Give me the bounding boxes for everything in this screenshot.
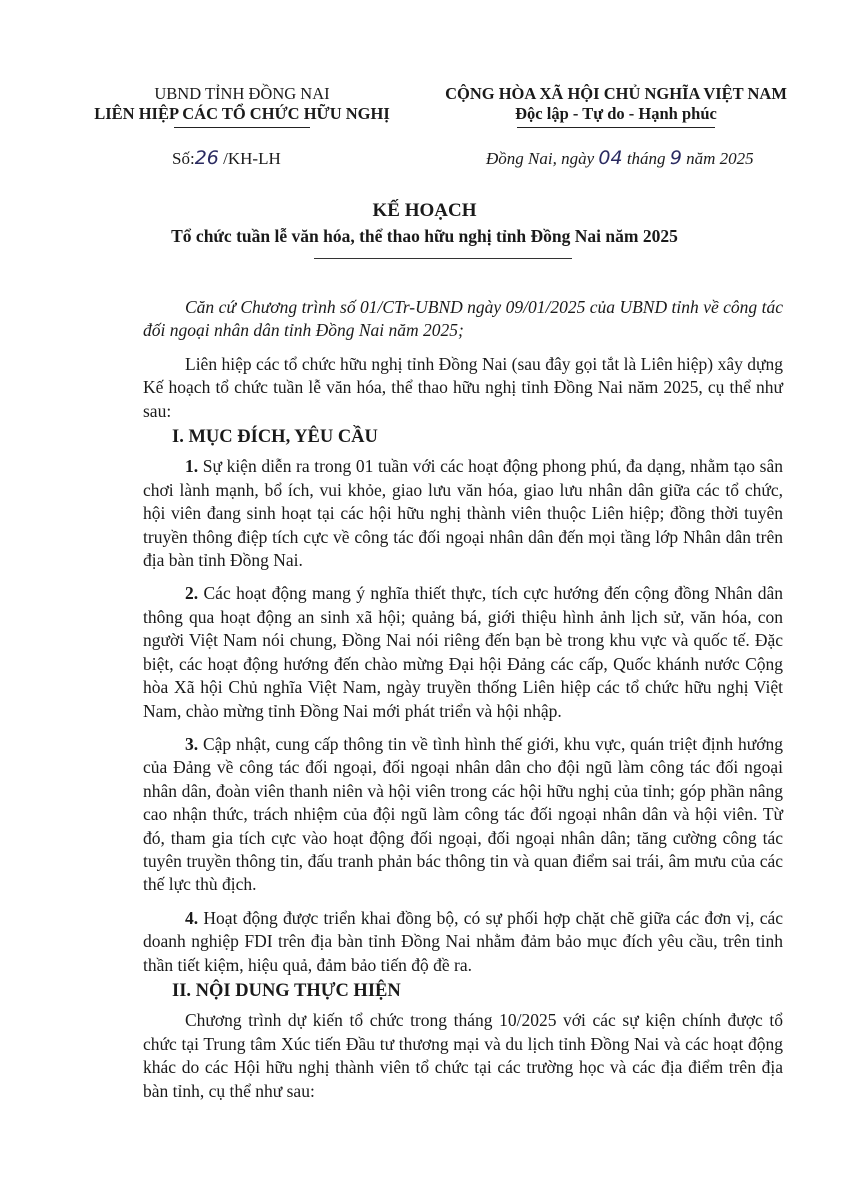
item-4 — [143, 907, 783, 977]
item-2-number: 2. — [185, 583, 199, 604]
item-2-text: Các hoạt động mang ý nghĩa thiết thực, tích cực hướng đến cộng đồng Nhân dân thông qua hoạt động an sinh xã hội; quảng bá, giới thiệu hình ảnh lịch sử, văn hóa, con người Việt Nam nói chung, Đồng Nai nói riêng đến bạn bè trong khu vực và quốc tế. Đặc biệt, các hoạt động hướng đến chào mừng Đại hội Đảng các cấp, Quốc khánh nước Cộng hòa Xã hội Chủ nghĩa Việt Nam, ngày truyền thống Liên hiệp các tổ chức hữu nghị Việt Nam, chào mừng tỉnh Đồng Nai mới phát triển và hội nhập. — [143, 583, 783, 721]
item-4-text: Hoạt động được triển khai đồng bộ, có sự phối hợp chặt chẽ giữa các đơn vị, các doanh nghiệp FDI trên địa bàn tỉnh Đồng Nai nhằm đảm bảo mục đích yêu cầu, trên tinh thần tiết kiệm, hiệu quả, đảm bảo tiến độ đề ra. — [143, 907, 783, 975]
date-prefix: Đồng Nai, ngày — [486, 149, 599, 168]
item-4-number: 4. — [185, 907, 199, 928]
national-title-block — [410, 84, 822, 128]
agency-name: LIÊN HIỆP CÁC TỔ CHỨC HỮU NGHỊ — [94, 104, 390, 123]
item-2 — [143, 582, 783, 722]
document-date — [486, 147, 754, 169]
document-title: KẾ HOẠCH — [372, 200, 477, 221]
date-suffix: năm 2025 — [681, 149, 754, 168]
doc-no-suffix: /KH-LH — [218, 149, 281, 168]
agency-underline — [174, 127, 310, 128]
date-month-handwritten: 9 — [669, 147, 682, 169]
item-1 — [143, 455, 783, 572]
document-number — [172, 147, 281, 169]
motto-underline — [517, 127, 715, 128]
doc-no-label: Số: — [172, 149, 195, 168]
item-3-text: Cập nhật, cung cấp thông tin về tình hình thế giới, khu vực, quán triệt định hướng của Đảng về công tác đối ngoại, đối ngoại nhân dân cho đội ngũ làm công tác đối ngoại nhân dân, đoàn viên thanh niên và hội viên trong các hội hữu nghị của tỉnh; góp phần nâng cao nhận thức, trách nhiệm của đội ngũ làm công tác đối ngoại nhân dân và hội viên. Từ đó, tham gia tích cực vào hoạt động đối ngoại, đối ngoại nhân dân; tăng cường công tác tuyên truyền thông tin, đấu tranh phản bác thông tin và quan điểm sai trái, âm mưu của các thế lực thù địch. — [143, 733, 783, 895]
date-day-handwritten: 04 — [598, 147, 623, 169]
national-motto: Độc lập - Tự do - Hạnh phúc — [515, 104, 717, 123]
parent-agency: UBND TỈNH ĐỒNG NAI — [154, 84, 330, 103]
document-subtitle: Tổ chức tuần lễ văn hóa, thể thao hữu nghị tỉnh Đồng Nai năm 2025 — [171, 226, 678, 246]
legal-basis: Căn cứ Chương trình số 01/CTr-UBND ngày 09/01/2025 của UBND tỉnh về công tác đối ngoại nhân dân tỉnh Đồng Nai năm 2025; — [143, 297, 783, 341]
item-1-number: 1. — [185, 456, 199, 477]
document-body — [143, 296, 783, 1103]
nation-name: CỘNG HÒA XÃ HỘI CHỦ NGHĨA VIỆT NAM — [445, 84, 787, 103]
issuing-agency-block — [62, 84, 422, 128]
title-underline — [314, 258, 572, 259]
intro-paragraph: Liên hiệp các tổ chức hữu nghị tỉnh Đồng Nai (sau đây gọi tắt là Liên hiệp) xây dựng Kế hoạch tổ chức tuần lễ văn hóa, thể thao hữu nghị tỉnh Đồng Nai năm 2025, cụ thể như sau: — [143, 353, 783, 421]
item-1-text: Sự kiện diễn ra trong 01 tuần với các hoạt động phong phú, đa dạng, nhằm tạo sân chơi lành mạnh, bổ ích, vui khỏe, giao lưu văn hóa, giao lưu nhân dân giữa các tổ chức, hội viên đang sinh hoạt tại các hội hữu nghị thành viên thuộc Liên hiệp; đồng thời tuyên truyền thông điệp tích cực về công tác đối ngoại nhân dân đến mọi tầng lớp Nhân dân trên địa bàn tỉnh Đồng Nai. — [143, 456, 783, 571]
doc-no-handwritten: 26 — [194, 147, 219, 169]
section-2-paragraph: Chương trình dự kiến tổ chức trong tháng 10/2025 với các sự kiện chính được tổ chức tại Trung tâm Xúc tiến Đầu tư thương mại và du lịch tỉnh Đồng Nai và các hoạt động khác do các Hội hữu nghị thành viên tổ chức tại các trường học và các địa điểm trên địa bàn tỉnh, cụ thể như sau: — [143, 1010, 783, 1101]
item-3 — [143, 733, 783, 897]
section-2-heading: II. NỘI DUNG THỰC HIỆN — [172, 980, 401, 1001]
date-mid: tháng — [622, 149, 670, 168]
section-1-heading: I. MỤC ĐÍCH, YÊU CẦU — [172, 427, 378, 448]
item-3-number: 3. — [185, 733, 199, 754]
